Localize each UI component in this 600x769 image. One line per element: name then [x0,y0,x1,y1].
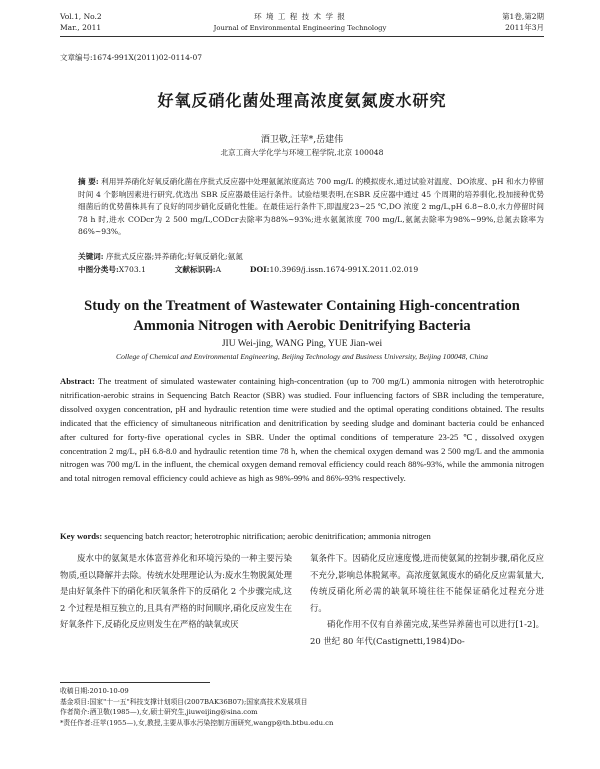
abstract-en-label: Abstract: [60,376,95,386]
header-journal-en: Journal of Environmental Engineering Technology [213,24,387,32]
keywords-cn [78,251,544,264]
authors-cn: 酒卫敬,汪苹*,岳建伟 [260,135,344,145]
keywords-cn-text: 序批式反应器;异养硝化;好氧反硝化;氨氮 [106,252,243,261]
footnote-rule [60,682,210,683]
clc-label: 中图分类号: [78,265,119,274]
keywords-en [60,530,544,544]
keywords-en-text: sequencing batch reactor; heterotrophic nitrification; aerobic denitrification; ammonia nitrogen [104,531,431,541]
body-right-para-2: 硝化作用不仅有自养菌完成,某些异养菌也可以进行[1-2]。20 世纪 80 年代(Castignetti,1984)Do- [310,619,544,646]
footnote-corresponding: *责任作者:汪苹(1955—),女,教授,主要从事水污染控制方面研究,wangp@th.btbu.edu.cn [60,718,334,727]
title-en-line-1: Study on the Treatment of Wastewater Containing High-concentration [84,298,520,314]
doi-value[interactable]: 10.3969/j.issn.1674-991X.2011.02.019 [269,265,419,274]
body-left-column: 废水中的氨氮是水体富营养化和环境污染的一种主要污染物质,亟以降解并去除。传统水处理理论认为:废水生物脱氮处理是由好氧条件下的硝化和厌氧条件下的反硝化 2 个步骤完成,这 2 个过程是相互独立的,且具有严格的时间顺序,硝化反应发生在好氧条件下,反硝化反应则发生在严格的缺氧或厌 [60,553,292,629]
keywords-cn-label: 关键词: [78,252,104,261]
footnote-received: 收稿日期:2010-10-09 [60,687,129,695]
affiliation-cn: 北京工商大学化学与环境工程学院,北京 100048 [220,148,384,157]
header-journal-cn: 环 境 工 程 技 术 学 报 [254,12,346,21]
header-rule [60,36,544,37]
footnote-fund: 基金项目:国家"十一五"科技支撑计划项目(2007BAK36B07);国家高技术发展项目 [60,697,308,706]
abstract-cn-text: 利用异养硝化好氧反硝化菌在序批式反应器中处理氨氮浓度高达 700 mg/L 的模拟废水,通过试验对温度、DO浓度、pH 和水力停留时间 4 个影响因素进行研究,优选出 SBR 反应器最佳运行条件。试验结果表明,在SBR 反应器中通过 45 个周期的培养驯化,投加接种优势细菌后的优势菌株具有了良好的同步硝化反硝化性能。在最佳运行条件下,即温度23~25 ℃,DO 浓度 2 mg/L,pH 6.8~8.0,水力停留时间 78 h 时,进水 CODcr为 2 500 mg/L,CODcr去除率为88%~93%;进水氨氮浓度 700 mg/L,氨氮去除率为98%~99%,总氮去除率为86%~93%。 [78,177,544,237]
keywords-en-label: Key words: [60,531,103,541]
body-right-para-1: 氧条件下。因硝化反应速度慢,进而使氨氮的控制步骤,硝化反应不充分,影响总体脱氮率。高浓度氨氮废水的硝化反应需氧量大,传统反硝化所必需的缺氧环境往往不能保证硝化过程充分进行。 [310,553,544,613]
authors-en: JIU Wei-jing, WANG Ping, YUE Jian-wei [221,339,383,349]
doc-code-value: A [215,265,222,274]
footnote-author: 作者简介:酒卫敬(1985—),女,硕士研究生,jiuweijing@sina.com [60,708,258,717]
header-volume: Vol.1, No.2 [60,12,102,21]
article-number: 文章编号:1674-991X(2011)02-0114-07 [60,53,202,62]
body-right-column [310,550,544,649]
abstract-cn-label: 摘 要: [78,177,99,186]
title-en-line-2: Ammonia Nitrogen with Aerobic Denitrifying Bacteria [133,318,471,334]
header-date-en: Mar., 2011 [60,23,102,32]
abstract-en [60,375,544,486]
clc-value: X703.1 [118,265,146,274]
title-en [60,296,544,336]
title-cn: 好氧反硝化菌处理高浓度氨氮废水研究 [157,91,447,110]
footnotes [60,686,544,728]
doi-label: DOI: [249,265,270,274]
header-volume-cn: 第1卷,第2期 [502,12,544,21]
abstract-cn [78,176,544,239]
header-date-cn: 2011年3月 [505,23,544,32]
abstract-en-text: The treatment of simulated wastewater containing high-concentration (up to 700 mg/L) ammonia nitrogen with heterotrophic nitrification-aerobic strains in Sequencing Batch Reactor (SBR) was studied. Four influencing factors of SBR including the temperature, dissolved oxygen concentration, pH and hydraulic retention time were studied and the optimal operating conditions obtained. The results indicated that the efficiency of simultaneous nitrification and denitrification by seeding sludge and dominant bacteria could be enhanced after cultured for forty-five operational cycles in SBR. Under the optimal conditions of temperature 23-25 ℃, dissolved oxygen concentration 2 mg/L, pH 6.8-8.0 and hydraulic retention time 78 h, when the chemical oxygen demand was 2 500 mg/L and the ammonia nitrogen was 700 mg/L in the influent, the chemical oxygen demand removal efficiency could reach 88%-93%, while the ammonia nitrogen and total nitrogen removal efficiency could achieve as high as 98%-99% and 86%-93% respectively. [60,376,544,484]
doc-code-label: 文献标识码: [174,265,216,274]
classification-line [78,264,544,277]
affiliation-en: College of Chemical and Environmental Engineering, Beijing Technology and Business University, Beijing 100048, China [116,352,488,361]
